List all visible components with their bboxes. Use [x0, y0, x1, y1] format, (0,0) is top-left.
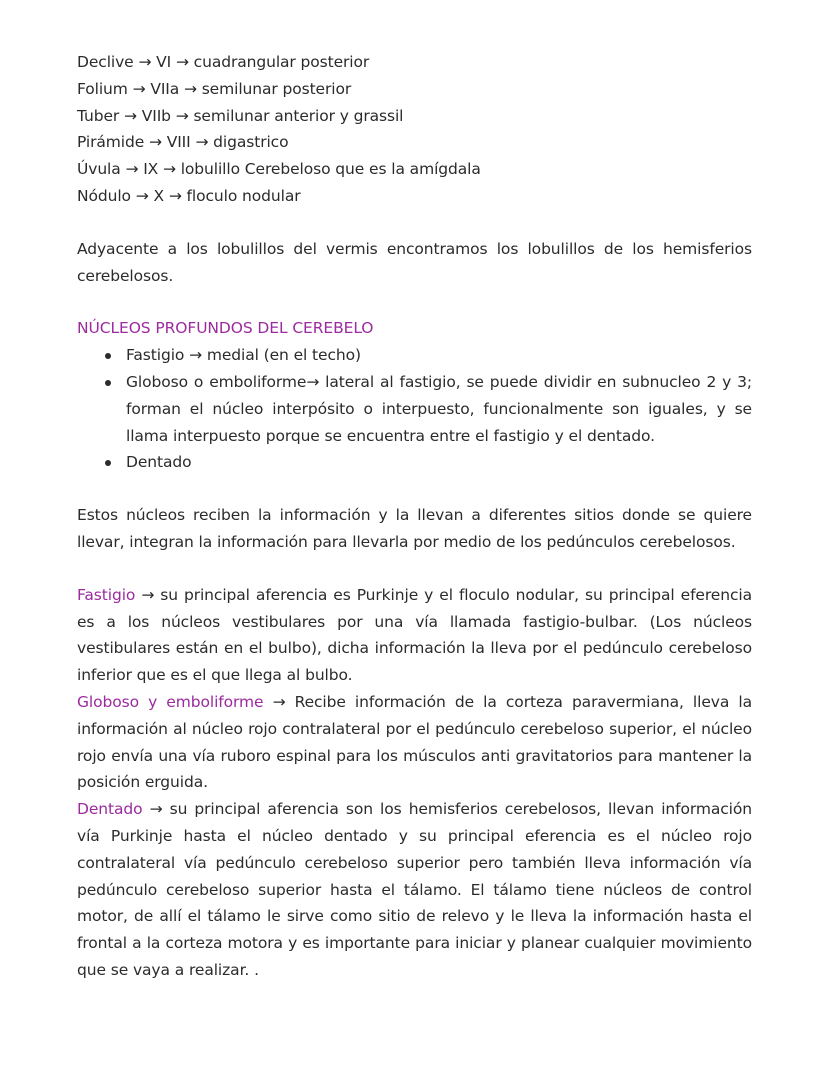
fastigio-paragraph	[77, 582, 752, 689]
spacer	[77, 476, 752, 502]
spacer	[77, 556, 752, 582]
globoso-text: → Recibe información de la corteza paravermiana, lleva la información al núcleo rojo contralateral por el pedúnculo cerebeloso superior, el núcleo rojo envía una vía ruboro espinal para los músculos anti gravitatorios para mantener la posición erguida.	[77, 692, 752, 792]
dentado-term: Dentado	[77, 800, 143, 819]
globoso-paragraph	[77, 689, 752, 796]
lobule-line-nodulo: Nódulo → X → floculo nodular	[77, 186, 301, 205]
dentado-paragraph	[77, 796, 752, 984]
lobule-list	[77, 49, 752, 210]
globoso-term: Globoso y emboliforme	[77, 692, 264, 711]
spacer	[77, 289, 752, 315]
adjacent-paragraph: Adyacente a los lobulillos del vermis encontramos los lobulillos de los hemisferios cerebelosos.	[77, 239, 752, 285]
lobule-line-piramide: Pirámide → VIII → digastrico	[77, 133, 289, 152]
lobule-line-uvula: Úvula → IX → lobulillo Cerebeloso que es la amígdala	[77, 160, 481, 179]
spacer	[77, 210, 752, 236]
integration-paragraph: Estos núcleos reciben la información y la llevan a diferentes sitios donde se quiere llevar, integran la información para llevarla por medio de los pedúnculos cerebelosos.	[77, 506, 752, 551]
lobule-line-declive: Declive → VI → cuadrangular posterior	[77, 53, 370, 71]
bullet-dentado: Dentado	[105, 449, 752, 476]
bullet-fastigio: Fastigio → medial (en el techo)	[105, 342, 752, 369]
dentado-text: → su principal aferencia son los hemisferios cerebelosos, llevan información vía Purkinje hasta el núcleo dentado y su principal eferencia es el núcleo rojo contralateral vía pedúnculo cerebeloso superior pero también lleva información vía pedúnculo cerebeloso superior hasta el tálamo. El tálamo tiene núcleos de control motor, de allí el tálamo le sirve como sitio de relevo y le lleva la información hasta el frontal a la corteza motora y es importante para iniciar y planear cualquier movimiento que se vaya a realizar. .	[77, 800, 752, 979]
lobule-line-folium: Folium → VIIa → semilunar posterior	[77, 79, 352, 98]
section-heading-nucleos: NÚCLEOS PROFUNDOS DEL CEREBELO	[77, 319, 374, 338]
bullet-globoso: Globoso o emboliforme→ lateral al fastigio, se puede dividir en subnucleo 2 y 3; forman el núcleo interpósito o interpuesto, funcionalmente son iguales, y se llama interpuesto porque se encuentra entre el fastigio y el dentado.	[105, 369, 752, 449]
fastigio-term: Fastigio	[77, 585, 136, 604]
fastigio-text: → su principal aferencia es Purkinje y el floculo nodular, su principal eferencia es a los núcleos vestibulares por una vía llamada fastigio-bulbar. (Los núcleos vestibulares están en el bulbo), dicha información la lleva por el pedúnculo cerebeloso inferior que es el que llega al bulbo.	[77, 585, 752, 685]
nuclei-bullet-list	[77, 342, 752, 476]
lobule-line-tuber: Tuber → VIIb → semilunar anterior y grassil	[77, 106, 404, 125]
